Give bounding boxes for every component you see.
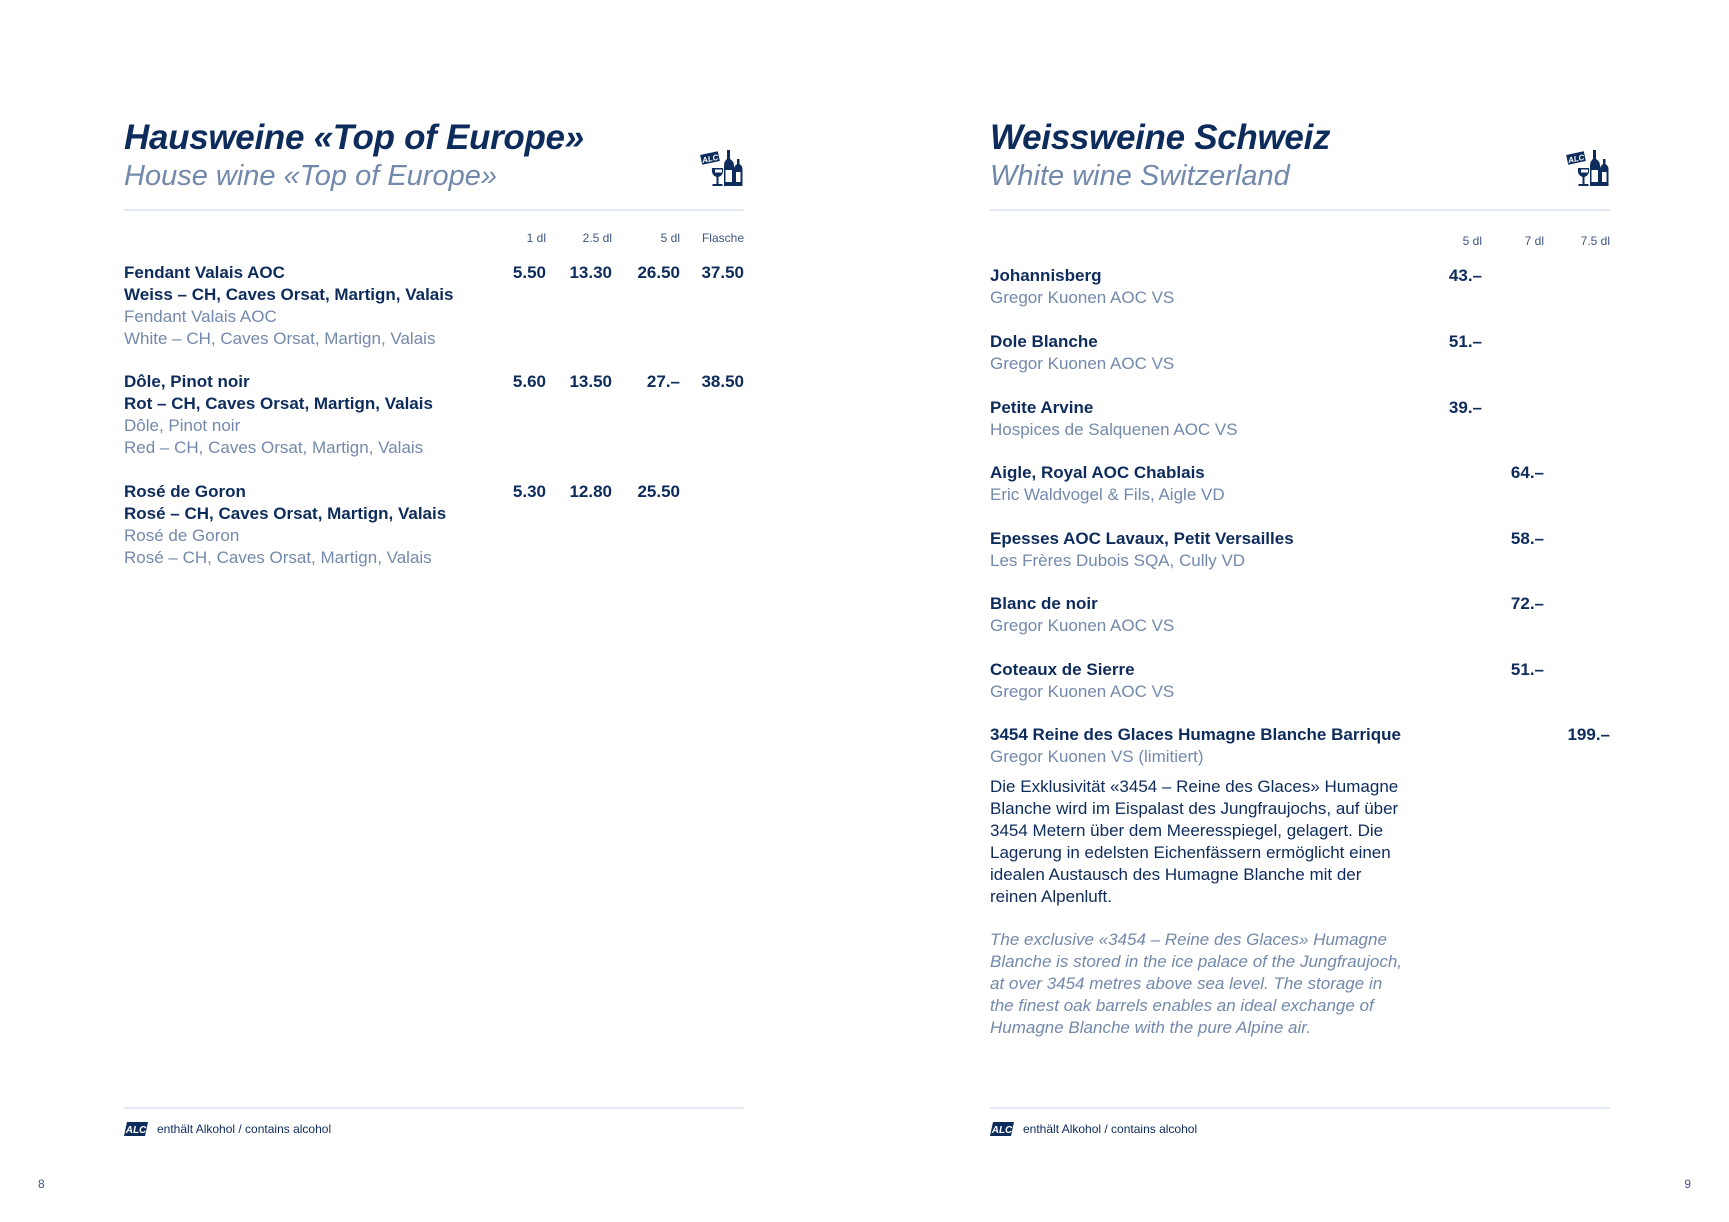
wine-producer: Gregor Kuonen AOC VS — [990, 288, 1175, 307]
price-5dl: 26.50 — [637, 263, 680, 282]
wine-producer: Gregor Kuonen VS (limitiert) — [990, 747, 1204, 766]
wine-name: Blanc de noir — [990, 594, 1098, 613]
column-header-1dl: 1 dl — [526, 231, 546, 245]
wine-entry — [990, 265, 1610, 309]
price-7dl: 51.– — [1510, 660, 1544, 679]
description-de: Die Exklusivität «3454 – Reine des Glaces» Humagne Blanche wird im Eispalast des Jungfraujochs, auf über 3454 Metern über dem Meeresspiegel, gelagert. Die Lagerung in edelsten Eichenfässern ermöglicht einen idealen Austausch des Humagne Blanche mit der reinen Alpenluft. — [990, 777, 1399, 906]
alcohol-notice-text: enthält Alkohol / contains alcohol — [157, 1122, 332, 1136]
page-title: Hausweine «Top of Europe» — [124, 118, 584, 157]
wine-producer: Les Frères Dubois SQA, Cully VD — [990, 551, 1246, 570]
wine-origin-de: Weiss – CH, Caves Orsat, Martign, Valais — [124, 285, 454, 304]
wine-entry — [990, 724, 1610, 768]
price-7-5dl: 199.– — [1567, 725, 1610, 744]
alcohol-notice-text: enthält Alkohol / contains alcohol — [1023, 1122, 1198, 1136]
price-1dl: 5.50 — [512, 263, 546, 282]
wine-origin-en: White – CH, Caves Orsat, Martign, Valais — [124, 329, 436, 348]
svg-text:ALC: ALC — [701, 152, 720, 166]
price-flasche: 38.50 — [701, 372, 744, 391]
column-header-5dl: 5 dl — [1462, 234, 1482, 248]
wine-origin-de: Rot – CH, Caves Orsat, Martign, Valais — [124, 394, 433, 413]
price-flasche: 37.50 — [701, 263, 744, 282]
alcohol-wine-glass-bottles-icon — [700, 150, 744, 190]
price-5dl: 43.– — [1448, 266, 1482, 285]
wine-name: Coteaux de Sierre — [990, 660, 1135, 679]
wine-producer: Hospices de Salquenen AOC VS — [990, 420, 1238, 439]
divider — [990, 209, 1610, 211]
page-number: 8 — [38, 1177, 45, 1191]
divider — [990, 1107, 1610, 1109]
price-5dl: 27.– — [646, 372, 680, 391]
page-number: 9 — [1684, 1177, 1691, 1191]
svg-text:ALC: ALC — [1567, 152, 1586, 166]
page-subtitle: White wine Switzerland — [990, 160, 1290, 192]
wine-producer: Gregor Kuonen AOC VS — [990, 616, 1175, 635]
svg-text:ALC: ALC — [991, 1125, 1013, 1136]
wine-producer: Eric Waldvogel & Fils, Aigle VD — [990, 485, 1225, 504]
alcohol-wine-glass-bottles-icon — [1566, 150, 1610, 190]
wine-name-en: Dôle, Pinot noir — [124, 416, 241, 435]
wine-entry — [990, 659, 1610, 703]
description-en: The exclusive «3454 – Reine des Glaces» Humagne Blanche is stored in the ice palace of the Jungfraujoch, at over 3454 metres above sea level. The storage in the finest oak barrels enables an ideal exchange of Humagne Blanche with the pure Alpine air. — [990, 930, 1403, 1037]
price-5dl: 51.– — [1448, 332, 1482, 351]
wine-producer: Gregor Kuonen AOC VS — [990, 682, 1175, 701]
wine-entry — [124, 481, 744, 569]
column-header-flasche: Flasche — [701, 231, 744, 245]
wine-entry — [124, 262, 744, 350]
column-header-7dl: 7 dl — [1524, 234, 1544, 248]
wine-name-de: Dôle, Pinot noir — [124, 372, 250, 391]
wine-origin-en: Red – CH, Caves Orsat, Martign, Valais — [124, 438, 424, 457]
wine-entry — [990, 331, 1610, 375]
price-2-5dl: 13.30 — [569, 263, 612, 282]
column-header-7-5dl: 7.5 dl — [1580, 234, 1610, 248]
wine-name: Petite Arvine — [990, 398, 1094, 417]
wine-entry — [990, 593, 1610, 637]
wine-name: 3454 Reine des Glaces Humagne Blanche Barrique — [990, 725, 1402, 744]
wine-name: Aigle, Royal AOC Chablais — [990, 463, 1205, 482]
wine-origin-de: Rosé – CH, Caves Orsat, Martign, Valais — [124, 504, 447, 523]
wine-entry — [990, 462, 1610, 506]
column-header-2-5dl: 2.5 dl — [582, 231, 612, 245]
alcohol-notice — [124, 1122, 331, 1136]
page-subtitle: House wine «Top of Europe» — [124, 160, 497, 192]
divider — [124, 209, 744, 211]
wine-origin-en: Rosé – CH, Caves Orsat, Martign, Valais — [124, 548, 432, 567]
page-title: Weissweine Schweiz — [990, 118, 1331, 157]
price-2-5dl: 13.50 — [569, 372, 612, 391]
wine-name-de: Rosé de Goron — [124, 482, 246, 501]
wine-name-de: Fendant Valais AOC — [124, 263, 285, 282]
price-1dl: 5.30 — [512, 482, 546, 501]
wine-name: Epesses AOC Lavaux, Petit Versailles — [990, 529, 1294, 548]
price-5dl: 25.50 — [637, 482, 680, 501]
price-2-5dl: 12.80 — [569, 482, 612, 501]
price-1dl: 5.60 — [512, 372, 546, 391]
alcohol-notice — [990, 1122, 1197, 1136]
wine-entry — [990, 397, 1610, 441]
price-7dl: 64.– — [1510, 463, 1544, 482]
alc-badge-icon — [124, 1122, 148, 1136]
alc-badge-icon — [990, 1122, 1014, 1136]
wine-name-en: Rosé de Goron — [124, 526, 240, 545]
wine-name: Dole Blanche — [990, 332, 1098, 351]
wine-name-en: Fendant Valais AOC — [124, 307, 277, 326]
wine-producer: Gregor Kuonen AOC VS — [990, 354, 1175, 373]
column-header-5dl: 5 dl — [660, 231, 680, 245]
price-7dl: 58.– — [1510, 529, 1544, 548]
svg-text:ALC: ALC — [125, 1125, 147, 1136]
wine-name: Johannisberg — [990, 266, 1102, 285]
price-5dl: 39.– — [1448, 398, 1482, 417]
wine-entry — [990, 528, 1610, 572]
price-7dl: 72.– — [1510, 594, 1544, 613]
divider — [124, 1107, 744, 1109]
wine-entry — [124, 371, 744, 459]
